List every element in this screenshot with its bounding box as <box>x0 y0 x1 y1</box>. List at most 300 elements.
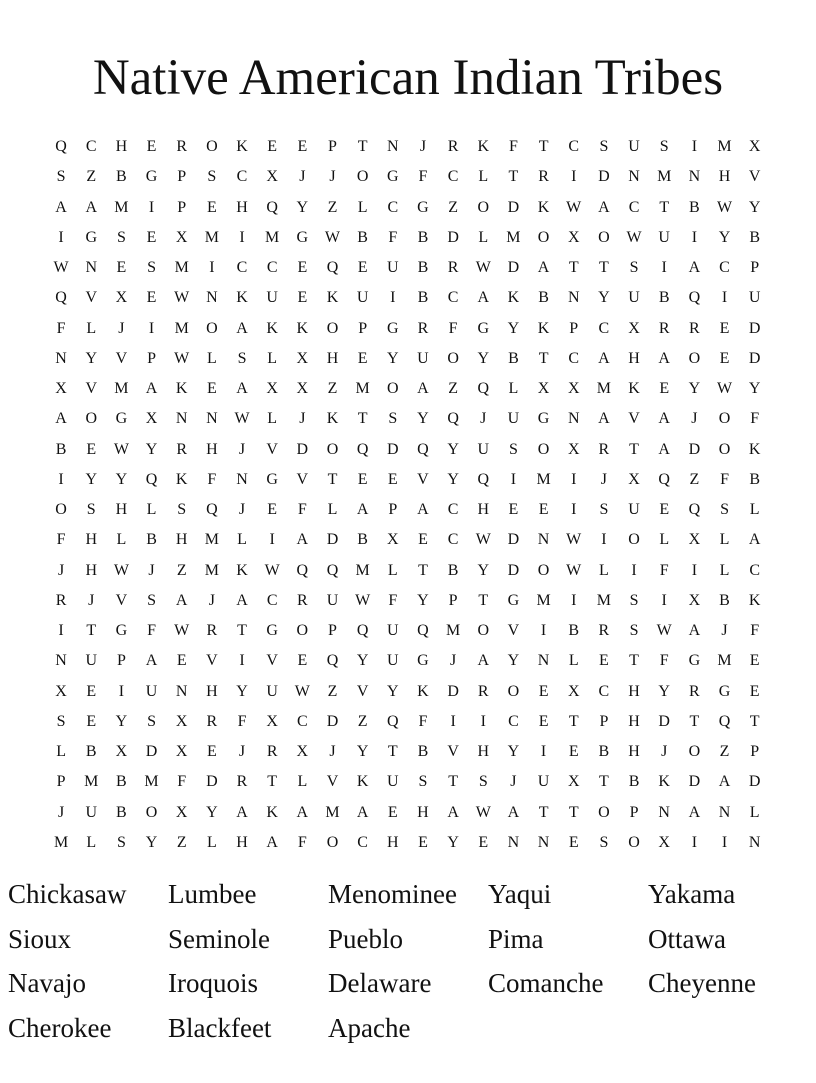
grid-letter: M <box>506 228 521 246</box>
grid-letter: X <box>175 803 188 821</box>
grid-letter: G <box>718 682 731 700</box>
grid-letter: X <box>175 228 188 246</box>
grid-row <box>46 193 770 223</box>
grid-letter: Y <box>417 591 429 609</box>
grid-letter: E <box>146 289 157 307</box>
grid-letter: X <box>145 410 158 428</box>
grid-letter: N <box>537 652 550 670</box>
grid-letter: V <box>507 622 520 640</box>
grid-letter: T <box>387 743 398 761</box>
grid-letter: Y <box>477 349 490 367</box>
grid-row <box>46 404 770 434</box>
grid-letter: B <box>146 531 157 549</box>
grid-letter: T <box>267 773 278 791</box>
grid-letter: E <box>478 833 489 851</box>
grid-letter: E <box>146 138 157 156</box>
grid-letter: R <box>417 319 429 337</box>
grid-letter: K <box>175 470 188 488</box>
grid-letter: E <box>297 289 308 307</box>
grid-letter: L <box>659 531 670 549</box>
grid-letter: J <box>419 138 427 156</box>
grid-letter: L <box>56 743 66 761</box>
grid-letter: M <box>325 803 340 821</box>
grid-letter: L <box>116 531 127 549</box>
grid-letter: B <box>568 622 580 640</box>
grid-letter: H <box>85 531 98 549</box>
grid-letter: E <box>146 228 157 246</box>
grid-letter: X <box>537 380 550 398</box>
grid-letter: L <box>206 833 217 851</box>
grid-letter: A <box>447 803 459 821</box>
word-list-item: Yakama <box>648 879 736 909</box>
grid-letter: Q <box>447 410 459 428</box>
grid-letter: D <box>658 712 670 730</box>
grid-letter: Y <box>206 803 218 821</box>
grid-letter: H <box>206 440 218 458</box>
grid-letter: B <box>417 259 429 277</box>
grid-letter: R <box>538 168 549 186</box>
grid-letter: S <box>508 440 518 458</box>
grid-letter: N <box>206 289 218 307</box>
grid-letter: D <box>598 168 610 186</box>
grid-letter: P <box>388 501 398 519</box>
grid-letter: Z <box>357 712 368 730</box>
grid-letter: V <box>417 470 429 488</box>
grid-letter: C <box>447 501 459 519</box>
word-list-item: Yaqui <box>488 879 552 909</box>
grid-letter: K <box>296 319 309 337</box>
grid-letter: S <box>116 833 126 851</box>
grid-letter: Z <box>327 380 338 398</box>
grid-letter: X <box>115 289 128 307</box>
grid-row <box>46 798 770 828</box>
grid-letter: J <box>480 410 487 428</box>
grid-letter: F <box>448 319 458 337</box>
grid-letter: R <box>266 743 278 761</box>
word-list-item: Seminole <box>168 923 270 954</box>
grid-letter: Z <box>327 198 338 216</box>
grid-letter: O <box>628 531 640 549</box>
grid-letter: Z <box>176 833 187 851</box>
grid-letter: K <box>326 410 339 428</box>
grid-letter: S <box>86 501 96 519</box>
grid-letter: B <box>357 228 368 246</box>
grid-letter: L <box>206 349 217 367</box>
grid-letter: O <box>326 833 339 851</box>
grid-letter: S <box>116 228 126 246</box>
grid-letter: W <box>475 803 491 821</box>
grid-letter: H <box>236 198 248 216</box>
grid-row <box>46 253 770 283</box>
grid-letter: I <box>540 743 547 761</box>
grid-letter: B <box>749 228 760 246</box>
grid-letter: T <box>86 622 97 640</box>
grid-letter: U <box>537 773 550 791</box>
grid-letter: A <box>507 803 520 821</box>
grid-letter: M <box>114 380 129 398</box>
grid-letter: I <box>390 289 396 307</box>
word-list-item: Apache <box>328 1012 411 1043</box>
grid-row <box>46 495 770 525</box>
grid-letter: E <box>659 380 670 398</box>
grid-letter: G <box>115 622 128 640</box>
grid-letter: Z <box>719 743 730 761</box>
grid-letter: W <box>475 259 491 277</box>
grid-letter: T <box>538 349 549 367</box>
grid-letter: D <box>387 440 399 458</box>
grid-letter: D <box>688 440 701 458</box>
grid-letter: N <box>628 168 640 186</box>
grid-letter: E <box>538 682 549 700</box>
grid-letter: E <box>568 833 579 851</box>
grid-letter: N <box>718 803 731 821</box>
grid-letter: C <box>236 259 248 277</box>
grid-letter: A <box>658 410 670 428</box>
grid-letter: X <box>567 228 580 246</box>
grid-row <box>46 737 770 767</box>
grid-letter: D <box>206 773 218 791</box>
grid-letter: K <box>175 380 188 398</box>
grid-letter: I <box>601 531 607 549</box>
grid-row <box>46 828 770 858</box>
grid-letter: X <box>296 349 309 367</box>
grid-letter: H <box>477 743 490 761</box>
grid-letter: I <box>510 470 517 488</box>
grid-letter: W <box>566 561 582 579</box>
grid-letter: W <box>113 561 129 579</box>
grid-letter: Y <box>658 682 670 700</box>
grid-letter: V <box>85 380 98 398</box>
grid-letter: L <box>599 561 609 579</box>
grid-letter: L <box>478 228 489 246</box>
grid-letter: S <box>599 138 609 156</box>
grid-letter: E <box>719 319 730 337</box>
grid-letter: R <box>658 319 670 337</box>
grid-letter: D <box>296 440 309 458</box>
grid-row <box>46 646 770 676</box>
grid-letter: E <box>749 682 760 700</box>
grid-letter: E <box>387 470 398 488</box>
grid-letter: Y <box>748 380 761 398</box>
grid-letter: K <box>356 773 369 791</box>
grid-letter: E <box>357 470 368 488</box>
grid-letter: H <box>718 168 731 186</box>
grid-letter: M <box>355 561 370 579</box>
grid-letter: U <box>387 259 399 277</box>
grid-letter: W <box>716 198 733 216</box>
grid-letter: T <box>357 410 368 428</box>
word-list-item: Ottawa <box>648 923 726 954</box>
grid-letter: R <box>55 591 67 609</box>
grid-letter: I <box>571 591 577 609</box>
grid-letter: O <box>477 622 490 640</box>
grid-letter: O <box>387 380 399 398</box>
grid-letter: V <box>447 743 459 761</box>
grid-row <box>46 374 770 404</box>
grid-letter: C <box>447 289 459 307</box>
grid-letter: X <box>296 743 309 761</box>
grid-letter: B <box>658 289 670 307</box>
grid-letter: D <box>507 561 520 579</box>
word-list-item: Lumbee <box>168 879 257 909</box>
grid-letter: E <box>659 501 670 519</box>
grid-letter: G <box>688 652 701 670</box>
grid-letter: F <box>297 833 307 851</box>
grid-letter: E <box>267 501 278 519</box>
grid-letter: G <box>296 228 309 246</box>
grid-letter: J <box>299 410 306 428</box>
grid-letter: F <box>720 470 729 488</box>
grid-letter: H <box>477 501 490 519</box>
grid-letter: X <box>55 380 67 398</box>
grid-letter: B <box>55 440 67 458</box>
grid-letter: Y <box>447 440 459 458</box>
grid-letter: H <box>628 682 640 700</box>
grid-letter: X <box>688 591 701 609</box>
grid-letter: C <box>598 319 610 337</box>
grid-letter: R <box>206 622 218 640</box>
grid-letter: K <box>748 591 761 609</box>
grid-letter: L <box>267 349 278 367</box>
grid-letter: E <box>538 712 549 730</box>
grid-letter: I <box>269 531 275 549</box>
grid-letter: C <box>749 561 760 579</box>
grid-letter: A <box>145 652 158 670</box>
grid-letter: F <box>56 319 66 337</box>
grid-letter: L <box>719 531 730 549</box>
grid-letter: Y <box>356 743 369 761</box>
grid-letter: I <box>148 319 155 337</box>
grid-letter: O <box>598 228 610 246</box>
grid-letter: G <box>417 652 429 670</box>
grid-letter: K <box>628 380 640 398</box>
grid-letter: Q <box>55 138 67 156</box>
grid-letter: V <box>326 773 339 791</box>
grid-letter: P <box>177 168 187 186</box>
grid-letter: A <box>417 501 429 519</box>
grid-letter: H <box>115 138 128 156</box>
grid-letter: O <box>718 410 731 428</box>
grid-letter: P <box>328 622 337 640</box>
grid-letter: K <box>537 319 550 337</box>
grid-letter: A <box>296 803 309 821</box>
grid-letter: T <box>327 470 338 488</box>
grid-letter: J <box>238 440 246 458</box>
grid-letter: Q <box>477 470 490 488</box>
word-list-item: Cheyenne <box>648 968 756 998</box>
grid-letter: A <box>296 531 309 549</box>
grid-letter: L <box>237 531 247 549</box>
grid-letter: E <box>116 259 127 277</box>
grid-letter: D <box>447 228 459 246</box>
grid-letter: N <box>537 531 550 549</box>
grid-letter: G <box>477 319 490 337</box>
grid-letter: Q <box>206 501 218 519</box>
grid-letter: X <box>567 773 580 791</box>
grid-letter: L <box>387 561 398 579</box>
grid-letter: T <box>689 712 700 730</box>
grid-letter: T <box>418 561 428 579</box>
grid-letter: A <box>658 349 670 367</box>
grid-letter: X <box>567 682 580 700</box>
grid-letter: W <box>53 259 69 277</box>
grid-letter: Q <box>296 561 309 579</box>
grid-letter: M <box>717 138 732 156</box>
grid-letter: W <box>475 531 491 549</box>
grid-letter: S <box>418 773 428 791</box>
grid-letter: C <box>296 712 308 730</box>
grid-letter: E <box>86 682 97 700</box>
grid-letter: X <box>387 531 399 549</box>
grid-letter: J <box>661 743 668 761</box>
grid-letter: U <box>628 501 640 519</box>
grid-letter: N <box>748 833 761 851</box>
grid-letter: O <box>537 561 550 579</box>
grid-letter: R <box>689 319 700 337</box>
grid-letter: F <box>207 470 217 488</box>
grid-row <box>46 677 770 707</box>
grid-letter: W <box>626 228 642 246</box>
grid-letter: O <box>296 622 309 640</box>
grid-letter: X <box>628 470 640 488</box>
word-list-item: Sioux <box>8 923 72 954</box>
grid-letter: O <box>718 440 731 458</box>
grid-letter: Y <box>447 470 459 488</box>
grid-letter: A <box>55 410 67 428</box>
grid-letter: Z <box>327 682 338 700</box>
grid-letter: M <box>174 259 189 277</box>
grid-letter: A <box>658 440 670 458</box>
grid-letter: Q <box>356 440 369 458</box>
grid-letter: F <box>750 410 760 428</box>
grid-letter: I <box>661 259 667 277</box>
grid-letter: A <box>236 591 248 609</box>
grid-letter: T <box>629 652 639 670</box>
grid-letter: X <box>55 682 67 700</box>
grid-letter: F <box>177 773 187 791</box>
grid-letter: Q <box>718 712 731 730</box>
grid-letter: H <box>628 712 640 730</box>
grid-letter: S <box>659 138 669 156</box>
grid-letter: D <box>447 682 459 700</box>
grid-letter: R <box>598 622 610 640</box>
grid-letter: N <box>537 833 550 851</box>
grid-row <box>46 525 770 555</box>
grid-letter: S <box>388 410 398 428</box>
grid-letter: I <box>691 561 698 579</box>
grid-row <box>46 767 770 797</box>
grid-row <box>46 132 770 162</box>
word-list-item: Pueblo <box>328 923 404 954</box>
grid-letter: W <box>324 228 341 246</box>
grid-letter: S <box>629 259 639 277</box>
grid-letter: H <box>628 349 640 367</box>
grid-letter: P <box>629 803 639 821</box>
grid-letter: I <box>571 501 577 519</box>
grid-letter: L <box>357 198 368 216</box>
grid-letter: E <box>387 803 398 821</box>
grid-letter: W <box>355 591 371 609</box>
grid-letter: J <box>88 591 95 609</box>
grid-letter: U <box>326 591 339 609</box>
grid-letter: G <box>115 410 128 428</box>
grid-letter: O <box>628 833 640 851</box>
grid-letter: K <box>417 682 429 700</box>
grid-letter: T <box>599 773 609 791</box>
grid-letter: U <box>85 652 98 670</box>
grid-letter: G <box>537 410 550 428</box>
grid-letter: Y <box>477 561 490 579</box>
grid-letter: T <box>448 773 458 791</box>
grid-letter: F <box>659 561 669 579</box>
grid-letter: R <box>236 773 248 791</box>
grid-letter: X <box>567 380 580 398</box>
grid-letter: F <box>418 168 428 186</box>
grid-letter: H <box>628 743 640 761</box>
grid-letter: O <box>55 501 67 519</box>
grid-letter: P <box>177 198 187 216</box>
grid-letter: N <box>55 349 67 367</box>
grid-letter: K <box>266 803 278 821</box>
grid-letter: N <box>85 259 98 277</box>
grid-letter: O <box>688 743 701 761</box>
grid-letter: N <box>658 803 670 821</box>
grid-letter: D <box>326 531 339 549</box>
grid-letter: F <box>750 622 760 640</box>
word-list-item: Comanche <box>488 968 604 998</box>
grid-letter: Q <box>266 198 278 216</box>
grid-letter: T <box>538 803 549 821</box>
grid-row <box>46 586 770 616</box>
grid-letter: R <box>206 712 218 730</box>
grid-letter: K <box>266 319 278 337</box>
grid-letter: A <box>688 803 701 821</box>
grid-letter: J <box>57 561 65 579</box>
grid-letter: O <box>598 803 610 821</box>
grid-letter: H <box>206 682 218 700</box>
grid-letter: M <box>596 591 611 609</box>
grid-letter: M <box>204 531 219 549</box>
grid-letter: N <box>567 289 580 307</box>
grid-letter: U <box>387 652 399 670</box>
grid-letter: X <box>658 833 670 851</box>
grid-letter: J <box>208 591 215 609</box>
grid-letter: L <box>86 319 97 337</box>
grid-letter: U <box>356 289 369 307</box>
grid-letter: Z <box>689 470 700 488</box>
grid-letter: M <box>204 561 219 579</box>
grid-letter: W <box>716 380 733 398</box>
grid-letter: B <box>628 773 640 791</box>
grid-letter: J <box>449 652 457 670</box>
grid-letter: A <box>598 198 610 216</box>
grid-letter: M <box>717 652 732 670</box>
grid-letter: E <box>267 138 278 156</box>
grid-letter: N <box>55 652 67 670</box>
grid-letter: U <box>628 289 640 307</box>
grid-letter: B <box>357 531 368 549</box>
grid-row <box>46 314 770 344</box>
grid-letter: W <box>656 622 672 640</box>
grid-letter: G <box>507 591 520 609</box>
grid-letter: C <box>568 138 580 156</box>
grid-letter: I <box>691 833 698 851</box>
grid-letter: H <box>85 561 98 579</box>
grid-letter: R <box>176 440 188 458</box>
grid-letter: E <box>206 198 217 216</box>
grid-letter: E <box>508 501 519 519</box>
grid-letter: A <box>718 773 731 791</box>
